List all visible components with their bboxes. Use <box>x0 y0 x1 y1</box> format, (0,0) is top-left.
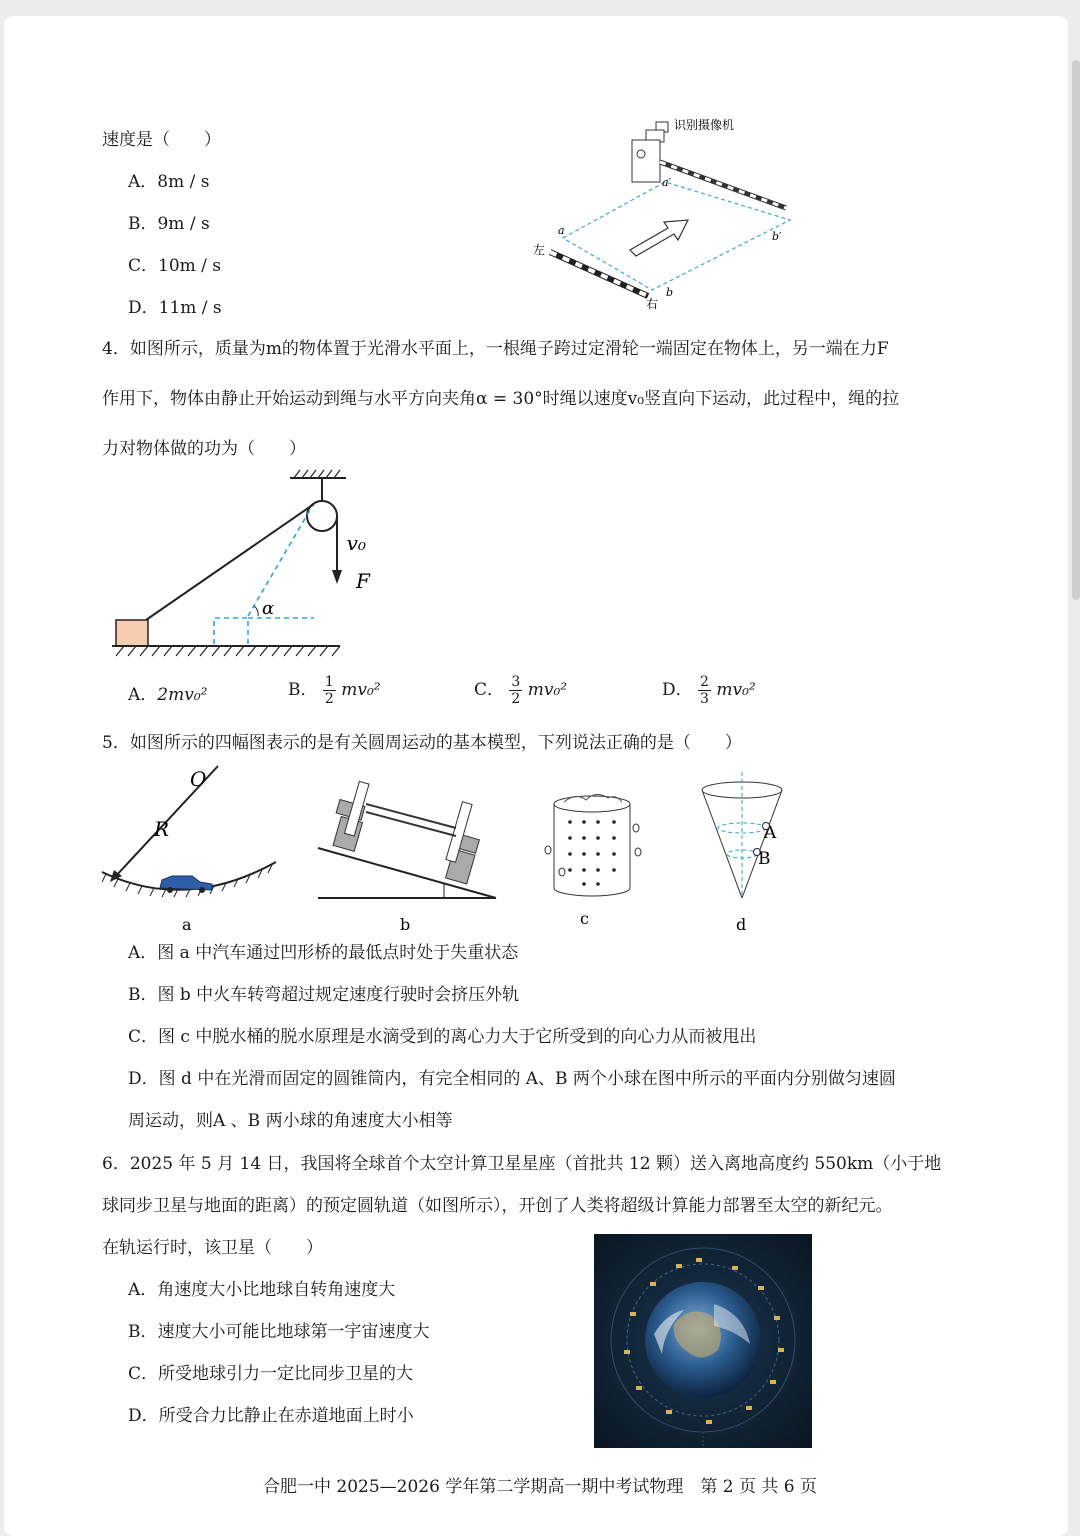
figure-c-spin-dryer <box>545 794 641 928</box>
point-a-prime-label: a′ <box>662 176 672 189</box>
q5-figures <box>96 762 796 938</box>
caption-b: b <box>400 915 411 934</box>
q6-line-3: 在轨运行时，该卫星（ ） <box>102 1238 323 1258</box>
caption-d: d <box>736 915 747 934</box>
q4-pulley-figure <box>108 466 370 662</box>
q6-line-2: 球同步卫星与地面的距离）的预定圆轨道（如图所示），开创了人类将超级计算能力部署至太空的新纪元。 <box>102 1196 893 1216</box>
q6-line-1: 6．2025 年 5 月 14 日，我国将全球首个太空计算卫星星座（首批共 12 颗）送入离地高度约 550km（小于地 <box>102 1154 942 1174</box>
q3-option-b: B．9m / s <box>128 214 210 234</box>
q4-option-a: A．2mv₀² <box>128 685 208 705</box>
caption-c: c <box>580 909 589 928</box>
q4-line-2: 作用下，物体由静止开始运动到绳与水平方向夹角α = 30°时绳以速度v₀竖直向下运动，此过程中，绳的拉 <box>102 389 900 409</box>
barrier-post <box>632 140 660 182</box>
camera-label: 识别摄像机 <box>674 118 735 132</box>
q3-option-a: A．8m / s <box>128 172 210 192</box>
block <box>116 620 148 646</box>
q4-option-c: C． $\frac{3}{2}$ mv₀² <box>474 674 568 707</box>
q3-option-c: C．10m / s <box>128 256 222 276</box>
label-a: A <box>764 823 777 843</box>
figure-b-train-track <box>318 781 496 934</box>
right-label: 右 <box>646 297 659 311</box>
q3-option-d: D．11m / s <box>128 298 222 318</box>
label-r: R <box>154 817 170 841</box>
q4-line-3: 力对物体做的功为（ ） <box>102 439 306 459</box>
q4-option-d: D． $\frac{2}{3}$ mv₀² <box>662 674 756 707</box>
v0-label: v₀ <box>346 531 366 555</box>
label-o: O <box>190 767 207 791</box>
q3-gate-figure <box>528 112 798 312</box>
direction-arrow-icon <box>630 220 688 256</box>
figure-a-concave-bridge <box>102 766 276 934</box>
point-b-prime-label: b′ <box>772 230 782 243</box>
q5-option-c: C．图 c 中脱水桶的脱水原理是水滴受到的离心力大于它所受到的向心力从而被甩出 <box>128 1027 757 1047</box>
car-icon <box>160 876 212 890</box>
q3-stem-tail: 速度是（ ） <box>102 130 221 150</box>
q6-option-c: C．所受地球引力一定比同步卫星的大 <box>128 1364 414 1384</box>
alpha-label: α <box>262 598 275 619</box>
point-b-label: b <box>666 286 674 299</box>
page-footer: 合肥一中 2025—2026 学年第二学期高一期中考试物理 第 2 页 共 6 页 <box>263 1477 817 1497</box>
q5-option-d: D．图 d 中在光滑而固定的圆锥筒内，有完全相同的 A、B 两个小球在图中所示的平面内分别做匀速圆 <box>128 1069 896 1089</box>
point-a-label: a <box>558 224 565 237</box>
q5-option-b: B．图 b 中火车转弯超过规定速度行驶时会挤压外轨 <box>128 985 520 1005</box>
q6-option-d: D．所受合力比静止在赤道地面上时小 <box>128 1406 414 1426</box>
q6-option-b: B．速度大小可能比地球第一宇宙速度大 <box>128 1322 430 1342</box>
q5-option-d-cont: 周运动，则A 、B 两小球的角速度大小相等 <box>128 1111 453 1131</box>
q4-line-1: 4．如图所示，质量为m的物体置于光滑水平面上，一根绳子跨过定滑轮一端固定在物体上，另一端在力F <box>102 339 889 359</box>
q6-option-a: A．角速度大小比地球自转角速度大 <box>128 1280 396 1300</box>
q5-stem: 5．如图所示的四幅图表示的是有关圆周运动的基本模型，下列说法正确的是（ ） <box>102 733 742 753</box>
force-label: F <box>356 569 370 593</box>
scrollbar[interactable] <box>1072 60 1080 600</box>
left-label: 左 <box>533 243 546 257</box>
q5-option-a: A．图 a 中汽车通过凹形桥的最低点时处于失重状态 <box>128 943 519 963</box>
q4-option-b: B． $\frac{1}{2}$ mv₀² <box>288 674 381 707</box>
satellite-constellation-image <box>594 1234 812 1448</box>
caption-a: a <box>182 915 192 934</box>
label-b: B <box>758 849 771 869</box>
figure-d-cone <box>702 772 782 934</box>
